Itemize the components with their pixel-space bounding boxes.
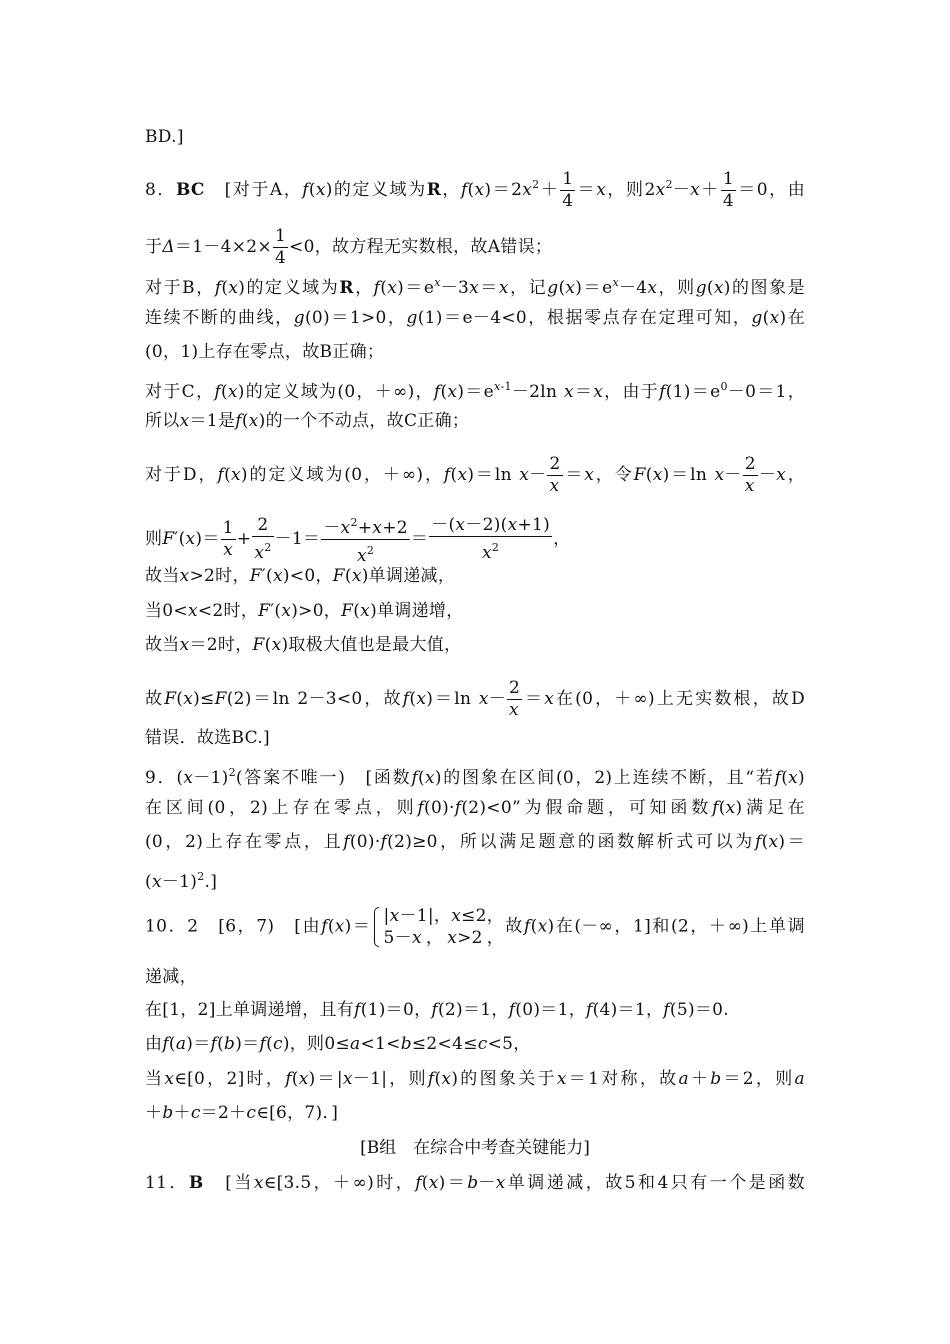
fraction: $\frac{1}{x}$: [222, 518, 234, 560]
q9-line-2: 在区间(0，2)上存在零点，则f(0)·f(2)<0”为假命题，可知函数f(x)满足在: [145, 798, 805, 818]
q8-line-14: 错误．故选BC.]: [145, 728, 270, 748]
text-line: [145, 126, 184, 148]
q8-line-13: 故F(x)≤F(2)＝ln 2－3<0，故f(x)＝ln x－ $\frac{2}{x}$ ＝x在(0，＋∞)上无实数根，故D: [145, 678, 805, 720]
q11-answer: B: [188, 1173, 204, 1193]
q8-line-4: 连续不断的曲线，g(0)＝1>0，g(1)＝e－4<0，根据零点存在定理可知，g(x)在: [145, 308, 805, 328]
q8-line-5: (0，1)上存在零点，故B正确；: [145, 342, 385, 362]
q10-line-3: 在[1，2]上单调递增，且有f(1)＝0，f(2)＝1，f(0)＝1，f(4)＝1，f(5)＝0.: [145, 1000, 729, 1020]
fraction: $\frac{2}{x}$: [549, 454, 561, 496]
q9-line-4: $(x-1)^2$.]: [145, 870, 218, 892]
section-b-heading: [B组 在综合中考查关键能力]: [360, 1138, 590, 1158]
fraction: $\frac{2}{x}$: [509, 678, 521, 720]
q8-line-1: 8．BC [对于A，f(x)的定义域为R，$f(x)=2x^2+$ $\frac{1}{4}$ ＝x，则$2x^2-x+$ $\frac{1}{4}$ ＝0，由: [145, 169, 806, 211]
q8-number: 8．: [145, 180, 176, 200]
fraction: $\frac{1}{4}$: [274, 226, 287, 268]
q10-line-4: 由f(a)＝f(b)＝f(c)，则0≤a<1<b≤2<4≤c<5，: [145, 1034, 531, 1054]
q10-line-2: 递减，: [145, 967, 197, 987]
q8-answer: BC: [175, 180, 205, 200]
q11-number: 11．: [145, 1173, 189, 1193]
fraction: $\frac{2}{x}$: [744, 454, 756, 496]
fraction: $\frac{-(x-2)(x+1)}{x^2}$: [431, 515, 551, 563]
q8-line-3: 对于B，f(x)的定义域为R，$f(x)=e^x-3x=x$，记$g(x)=e^x-4x$，则g(x)的图象是: [145, 276, 805, 298]
fraction: $\frac{2}{x^2}$: [254, 515, 272, 563]
q9-line-3: (0，2)上存在零点，且f(0)·f(2)≥0，所以满足题意的函数解析式可以为f(x)＝: [145, 832, 805, 852]
fraction: $\frac{1}{4}$: [722, 169, 734, 211]
q8-line-6: 对于C，f(x)的定义域为(0，＋∞)，$f(x)=e^{x-1}-2\ln$ x＝x，由于$f(1)=e^0-0=1$，: [145, 380, 805, 402]
q9-line-1: 9．$(x-1)^2$(答案不唯一) [函数f(x)的图象在区间(0，2)上连续不断，且“若f(x): [145, 766, 805, 788]
q8-line-2: 于Δ＝1－4×2× $\frac{1}{4}$ <0，故方程无实数根，故A错误；: [145, 226, 553, 268]
piecewise-brace: |x－1|，x≤2， 5－x，x>2，: [372, 905, 505, 949]
fraction: $\frac{1}{4}$: [562, 169, 574, 211]
q10-line-6: ＋b＋c＝2＋c∈[6，7)．]: [145, 1103, 339, 1123]
q8-line-7: 所以x＝1是f(x)的一个不动点，故C正确；: [145, 411, 470, 431]
q10-line-5: 当x∈[0，2]时，f(x)＝|x－1|，则f(x)的图象关于x＝1对称，故a＋b＝2，则a: [145, 1069, 805, 1089]
q8-line-8: 对于D，f(x)的定义域为(0，＋∞)，f(x)＝ln x－ $\frac{2}{x}$ ＝x，令F(x)＝ln x－ $\frac{2}{x}$ －x，: [145, 454, 805, 496]
q8-line-9: 则F′(x)＝ $\frac{1}{x}$ + $\frac{2}{x^2}$ －1＝ $\frac{-x^2+x+2}{x^2}$ ＝ $\frac{-(x-2)(x+1)}{x^2}$ ，: [145, 515, 571, 566]
fraction: $\frac{-x^2+x+2}{x^2}$: [323, 516, 408, 566]
q8-line-11: 当0<x<2时，F′(x)>0，F(x)单调递增，: [145, 601, 464, 621]
q8-line-10: 故当x>2时，F′(x)<0，F(x)单调递减，: [145, 566, 456, 586]
q10-line-1: 10．2 [6，7) [由f(x)＝ |x－1|，x≤2， 5－x，x>2， 故f(x)在(－∞，1]和(2，＋∞)上单调: [145, 906, 805, 948]
q11-line-1: 11．B [当x∈[3.5，＋∞)时，f(x)＝b－x单调递减，故5和4只有一个是函数: [145, 1173, 805, 1193]
q8-line-12: 故当x＝2时，F(x)取极大值也是最大值，: [145, 635, 462, 655]
q8-line-0: BD.]: [145, 127, 184, 147]
